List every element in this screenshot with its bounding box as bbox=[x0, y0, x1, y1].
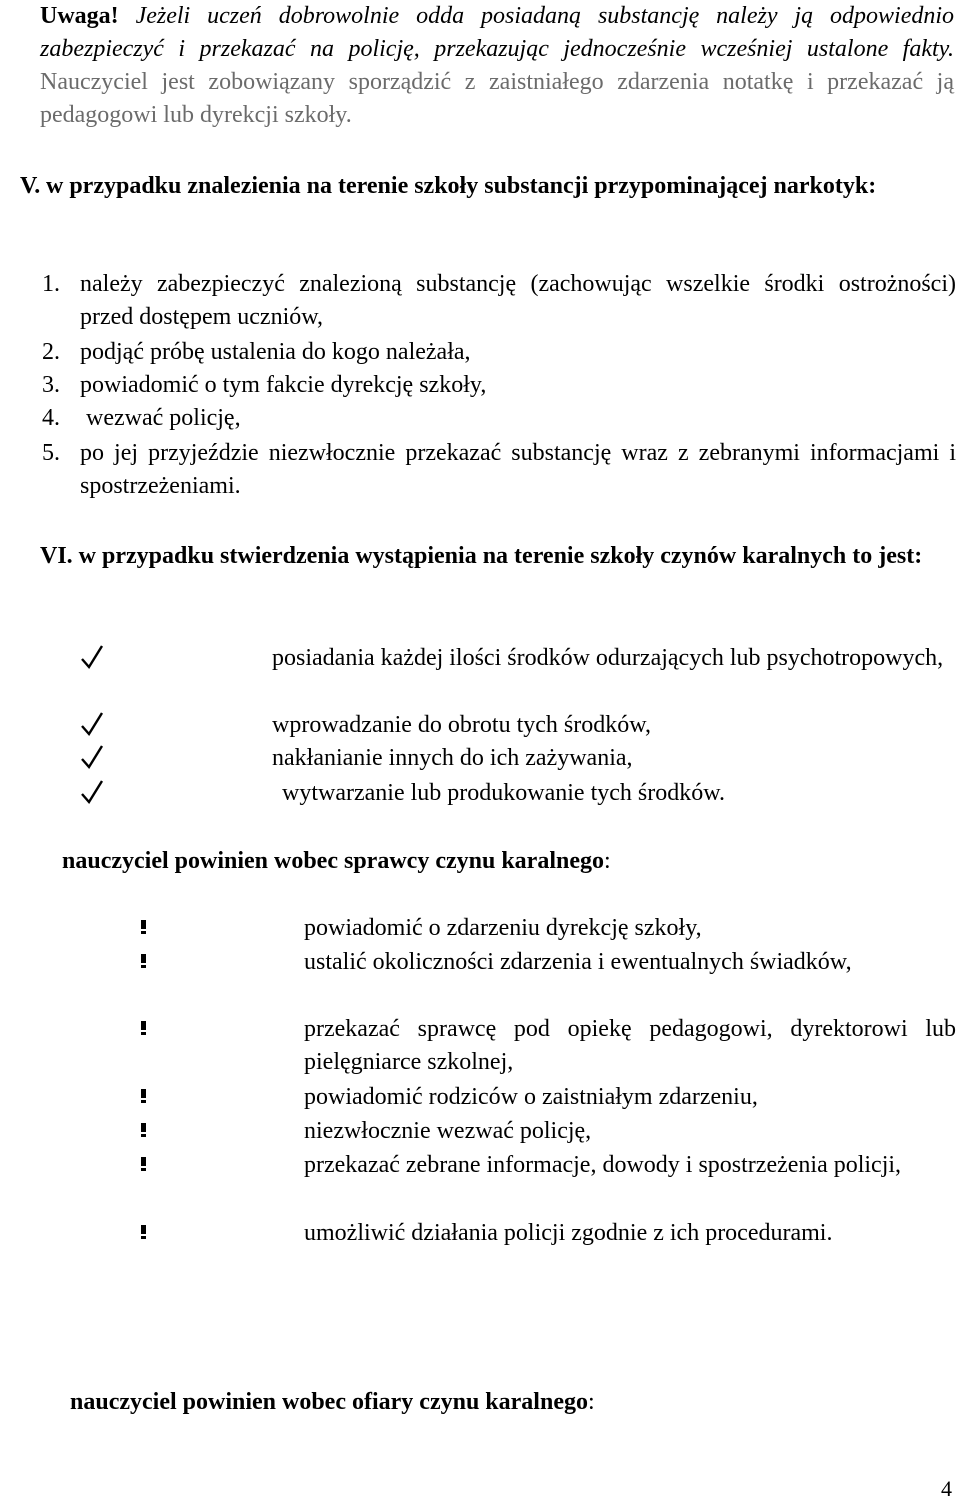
check-item-text: nakłanianie innych do ich zażywania, bbox=[272, 745, 633, 771]
list-item-text: podjąć próbę ustalenia do kogo należała, bbox=[80, 339, 471, 365]
bullet-item-text: powiadomić rodziców o zaistniałym zdarzeniu, bbox=[304, 1084, 758, 1110]
checkmark-icon bbox=[80, 779, 104, 805]
section-6-number: VI. bbox=[40, 543, 73, 569]
list-item-number: 3. bbox=[42, 372, 60, 398]
list-item-number: 4. bbox=[42, 405, 60, 431]
warning-paragraph bbox=[40, 0, 954, 132]
perpetrator-heading-text: nauczyciel powinien wobec sprawcy czynu karalnego bbox=[62, 848, 604, 874]
exclamation-bullet-icon bbox=[138, 1021, 149, 1035]
exclamation-bullet-icon bbox=[138, 1157, 149, 1171]
list-item-number: 1. bbox=[42, 271, 60, 297]
check-item-text: posiadania każdej ilości środków odurzających lub psychotropowych, bbox=[272, 645, 944, 671]
section-6-heading bbox=[40, 540, 956, 573]
warning-note: Nauczyciel jest zobowiązany sporządzić z zaistniałego zdarzenia notatkę i przekazać ją pedagogowi lub dyrekcji szkoły. bbox=[40, 69, 954, 128]
warning-label: Uwaga! bbox=[40, 3, 119, 29]
exclamation-bullet-icon bbox=[138, 1089, 149, 1103]
exclamation-bullet-icon bbox=[138, 1123, 149, 1137]
section-5-title-text: w przypadku znalezienia na terenie szkoły substancji przypominającej narkotyk: bbox=[46, 173, 877, 199]
check-item-text: wytwarzanie lub produkowanie tych środków. bbox=[282, 780, 725, 806]
exclamation-bullet-icon bbox=[138, 920, 149, 934]
section-5-title bbox=[46, 170, 946, 203]
section-5-number: V. bbox=[20, 173, 41, 199]
section-6-title: w przypadku stwierdzenia wystąpienia na terenie szkoły czynów karalnych to jest: bbox=[78, 543, 923, 569]
checkmark-icon bbox=[80, 711, 104, 737]
bullet-item-text: przekazać sprawcę pod opiekę pedagogowi, dyrektorowi lub pielęgniarce szkolnej, bbox=[304, 1016, 956, 1075]
bullet-item-text: przekazać zebrane informacje, dowody i spostrzeżenia policji, bbox=[304, 1152, 902, 1178]
list-item-number: 2. bbox=[42, 339, 60, 365]
check-item-text: wprowadzanie do obrotu tych środków, bbox=[272, 712, 652, 738]
bullet-item-text: ustalić okoliczności zdarzenia i ewentualnych świadków, bbox=[304, 949, 852, 975]
checkmark-icon bbox=[80, 644, 104, 670]
perpetrator-heading-colon: : bbox=[603, 848, 611, 874]
checkmark-icon bbox=[80, 744, 104, 770]
list-item-text: należy zabezpieczyć znalezioną substancję (zachowując wszelkie środki ostrożności) przed dostępem uczniów, bbox=[80, 271, 956, 330]
exclamation-bullet-icon bbox=[138, 1225, 149, 1239]
list-item-text: wezwać policję, bbox=[86, 405, 241, 431]
bullet-item-text: umożliwić działania policji zgodnie z ich procedurami. bbox=[304, 1220, 833, 1246]
victim-heading-text: nauczyciel powinien wobec ofiary czynu karalnego bbox=[70, 1389, 588, 1415]
list-item-text: po jej przyjeździe niezwłocznie przekazać substancję wraz z zebranymi informacjami i spostrzeżeniami. bbox=[80, 440, 956, 499]
perpetrator-heading bbox=[62, 845, 611, 878]
bullet-item-text: niezwłocznie wezwać policję, bbox=[304, 1118, 592, 1144]
exclamation-bullet-icon bbox=[138, 954, 149, 968]
bullet-item-text: powiadomić o zdarzeniu dyrekcję szkoły, bbox=[304, 915, 702, 941]
list-item-text: powiadomić o tym fakcie dyrekcję szkoły, bbox=[80, 372, 487, 398]
page-number: 4 bbox=[941, 1476, 952, 1501]
warning-text: Jeżeli uczeń dobrowolnie odda posiadaną substancję należy ją odpowiednio zabezpieczyć i przekazać na policję, przekazując jednocześnie wcześniej ustalone fakty. bbox=[40, 3, 955, 62]
list-item-number: 5. bbox=[42, 440, 60, 466]
victim-heading-colon: : bbox=[587, 1389, 595, 1415]
victim-heading bbox=[70, 1386, 595, 1419]
